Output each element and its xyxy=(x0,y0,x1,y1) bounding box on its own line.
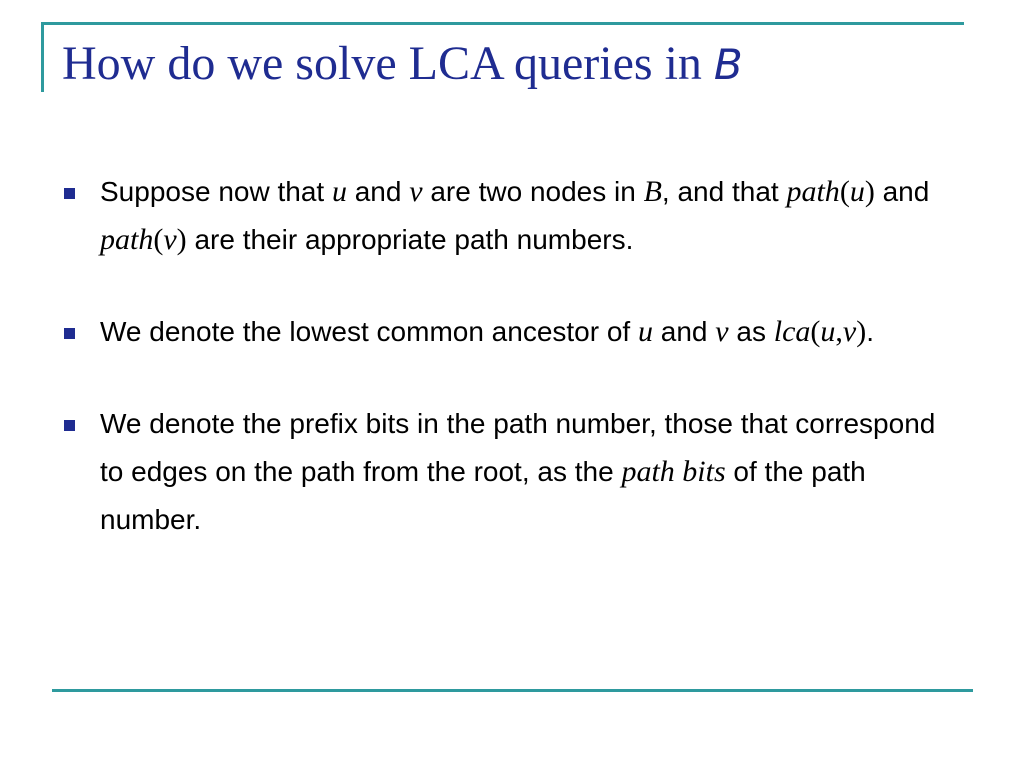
math-var-u: u xyxy=(331,175,347,208)
text-run: , and that xyxy=(661,176,787,207)
math-paren: ( xyxy=(810,315,821,348)
math-paren: ) xyxy=(864,175,875,208)
math-func-lca: lca xyxy=(773,315,811,348)
square-bullet-icon xyxy=(64,328,75,339)
square-bullet-icon xyxy=(64,420,75,431)
math-comma: , xyxy=(835,315,843,348)
bottom-rule xyxy=(52,689,973,692)
text-run: We denote the lowest common ancestor of xyxy=(100,316,638,347)
math-var-v: v xyxy=(409,175,423,208)
math-paren: ( xyxy=(153,223,164,256)
math-func-path: path xyxy=(786,175,840,208)
title-variable: B xyxy=(713,40,743,89)
math-paren: ) xyxy=(176,223,187,256)
math-var-u: u xyxy=(820,315,836,348)
bullet-item-1 xyxy=(60,168,960,264)
math-paren: ( xyxy=(839,175,850,208)
text-run: are their appropriate path numbers. xyxy=(186,224,634,255)
bullet-item-2 xyxy=(60,308,960,356)
text-run: and xyxy=(874,176,930,207)
text-run: are two nodes in xyxy=(422,176,644,207)
text-run: of the path number. xyxy=(100,456,866,535)
square-bullet-icon xyxy=(64,188,75,199)
math-var-v: v xyxy=(842,315,857,348)
top-rule xyxy=(41,22,964,25)
math-var-u: u xyxy=(638,315,653,348)
text-run: as xyxy=(728,316,774,347)
title-text: How do we solve LCA queries in xyxy=(62,37,714,90)
math-var-v: v xyxy=(715,315,729,348)
text-run: . xyxy=(866,316,875,347)
text-run: and xyxy=(653,316,716,347)
math-func-path: path xyxy=(100,223,154,256)
slide-title xyxy=(62,36,743,91)
math-var-u: u xyxy=(849,175,865,208)
text-run: We denote the prefix bits in the path number, those that correspond to edges on the path from the root, as the xyxy=(100,408,936,487)
bullet-item-3 xyxy=(60,400,960,544)
math-paren: ) xyxy=(856,315,867,348)
math-term-path-bits: path bits xyxy=(621,455,726,488)
math-var-v: v xyxy=(163,223,177,256)
bullet-list xyxy=(60,168,960,544)
text-run: Suppose now that xyxy=(100,176,332,207)
math-var-b: B xyxy=(643,175,662,208)
text-run: and xyxy=(346,176,410,207)
left-rule xyxy=(41,22,44,92)
